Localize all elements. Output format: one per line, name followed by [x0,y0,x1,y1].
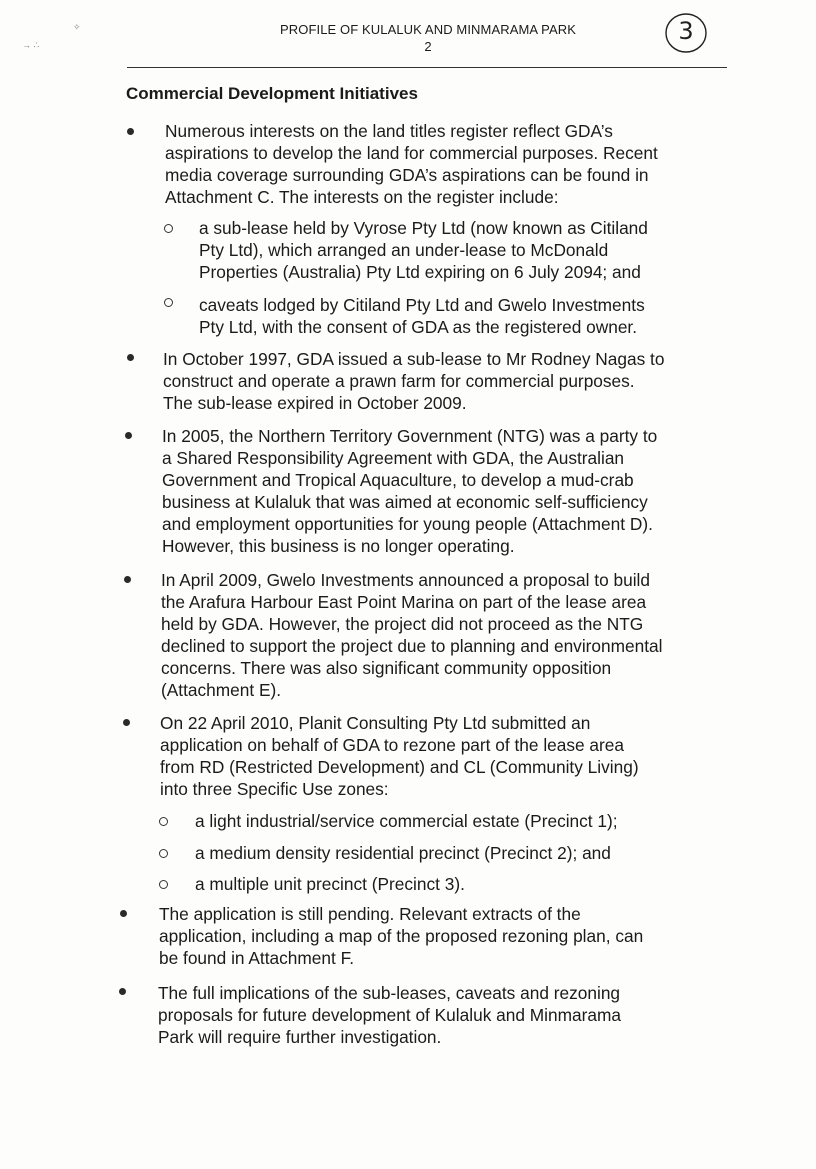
text-line: into three Specific Use zones: [160,779,389,799]
margin-mark: ✧ [73,22,81,32]
page-number: 2 [424,39,432,54]
text-line: In October 1997, GDA issued a sub-lease to Mr Rodney Nagas to [163,349,665,369]
text-line: and employment opportunities for young people (Attachment D). [162,514,653,534]
text-line: (Attachment E). [161,680,282,700]
hollow-bullet-icon [159,817,168,826]
text-line: be found in Attachment F. [159,948,355,968]
paragraph-text [199,217,648,283]
text-line: media coverage surrounding GDA’s aspirations can be found in [165,165,649,185]
text-line: Government and Tropical Aquaculture, to develop a mud-crab [162,470,634,490]
text-line: The application is still pending. Relevant extracts of the [159,904,581,924]
text-line: In April 2009, Gwelo Investments announced a proposal to build [161,570,650,590]
text-line: Park will require further investigation. [158,1027,442,1047]
paragraph-text [195,873,465,895]
handwritten-circled-number [664,11,708,55]
text-line: proposals for future development of Kulaluk and Minmarama [158,1005,621,1025]
text-line: Numerous interests on the land titles register reflect GDA’s [165,121,613,141]
bullet-icon [120,910,127,917]
text-line: The full implications of the sub-leases, caveats and rezoning [158,983,621,1003]
text-line: from RD (Restricted Development) and CL (Community Living) [160,757,639,777]
hollow-bullet-icon [164,224,173,233]
bullet-icon [127,128,134,135]
text-line: concerns. There was also significant community opposition [161,658,612,678]
paragraph-text [199,294,645,338]
text-line: caveats lodged by Citiland Pty Ltd and Gwelo Investments [199,295,645,315]
circled-number-text: 3 [678,17,694,45]
text-line: a sub-lease held by Vyrose Pty Ltd (now known as Citiland [199,218,648,238]
paragraph-text [162,425,657,557]
hollow-bullet-icon [159,880,168,889]
text-line: In 2005, the Northern Territory Government (NTG) was a party to [162,426,658,446]
text-line: a medium density residential precinct (Precinct 2); and [195,843,611,863]
margin-mark: → ∴ [22,40,40,50]
text-line: declined to support the project due to planning and environmental [161,636,663,656]
paragraph-text [161,569,663,701]
text-line: Pty Ltd), which arranged an under-lease to McDonald [199,240,609,260]
text-line: Attachment C. The interests on the register include: [165,187,559,207]
text-line: business at Kulaluk that was aimed at economic self-sufficiency [162,492,648,512]
bullet-icon [127,354,134,361]
header-rule [127,67,727,68]
text-line: construct and operate a prawn farm for commercial purposes. [163,371,635,391]
text-line: a Shared Responsibility Agreement with GDA, the Australian [162,448,625,468]
bullet-icon [119,988,126,995]
text-line: However, this business is no longer operating. [162,536,515,556]
text-line: a multiple unit precinct (Precinct 3). [195,874,465,894]
paragraph-text [195,810,618,832]
hollow-bullet-icon [159,849,168,858]
paragraph-text [159,903,643,969]
text-line: On 22 April 2010, Planit Consulting Pty Ltd submitted an [160,713,591,733]
text-line: application on behalf of GDA to rezone part of the lease area [160,735,625,755]
text-line: held by GDA. However, the project did not proceed as the NTG [161,614,644,634]
hollow-bullet-icon [164,298,173,307]
text-line: the Arafura Harbour East Point Marina on part of the lease area [161,592,647,612]
section-heading: Commercial Development Initiatives [126,84,418,103]
text-line: Pty Ltd, with the consent of GDA as the registered owner. [199,317,638,337]
running-header-title: PROFILE OF KULALUK AND MINMARAMA PARK [279,22,577,37]
text-line: The sub-lease expired in October 2009. [163,393,467,413]
text-line: a light industrial/service commercial estate (Precinct 1); [195,811,618,831]
paragraph-text [163,348,664,414]
bullet-icon [124,576,131,583]
text-line: aspirations to develop the land for commercial purposes. Recent [165,143,658,163]
text-line: Properties (Australia) Pty Ltd expiring on 6 July 2094; and [199,262,641,282]
bullet-icon [123,719,130,726]
bullet-icon [125,432,132,439]
paragraph-text [165,120,658,208]
text-line: application, including a map of the proposed rezoning plan, can [159,926,644,946]
paragraph-text [160,712,639,800]
paragraph-text [195,842,611,864]
paragraph-text [158,982,621,1048]
